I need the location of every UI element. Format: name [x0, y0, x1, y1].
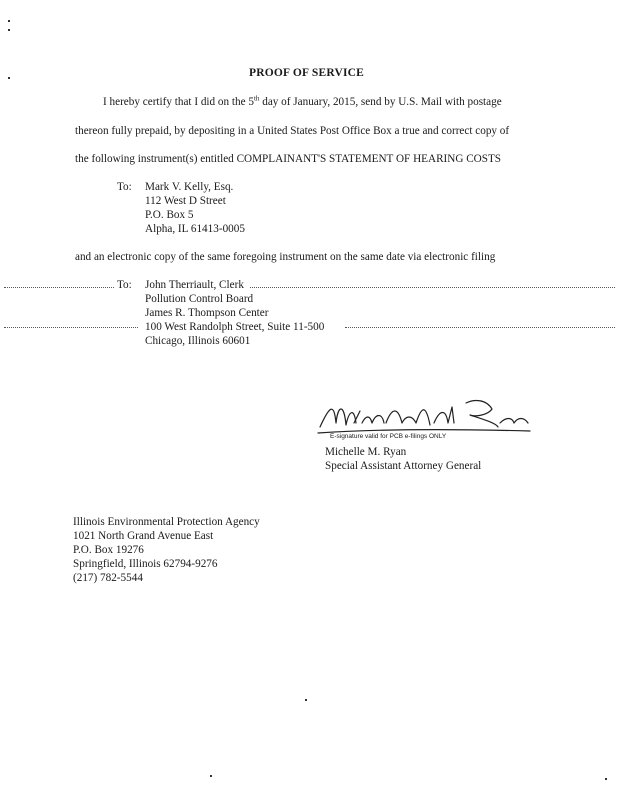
signer-role: Special Assistant Attorney General — [325, 460, 482, 472]
agency-line: P.O. Box 19276 — [73, 544, 144, 556]
electronic-recipient-line: 100 West Randolph Street, Suite 11-500 — [145, 321, 325, 333]
electronic-recipient-line: Pollution Control Board — [145, 293, 254, 305]
electronic-to-label: To: — [117, 279, 132, 291]
electronic-filing-line: and an electronic copy of the same foregoing instrument on the same date via electronic filing — [75, 251, 496, 263]
mail-recipient-line: 112 West D Street — [145, 195, 226, 207]
scan-speck — [8, 20, 10, 22]
certification-line-3: the following instrument(s) entitled COMPLAINANT'S STATEMENT OF HEARING COSTS — [75, 153, 502, 165]
certification-line-2: thereon fully prepaid, by depositing in a United States Post Office Box a true and correct copy of — [75, 125, 510, 137]
certification-line-1 — [103, 96, 502, 109]
scan-dotted-line — [345, 327, 615, 328]
scan-dotted-line — [250, 287, 615, 288]
scan-speck — [8, 29, 10, 31]
scan-speck — [605, 778, 607, 780]
mail-to-label: To: — [117, 181, 132, 193]
certification-line-1-suffix: day of January, 2015, send by U.S. Mail with postage — [259, 96, 502, 108]
electronic-recipient-line: Chicago, Illinois 60601 — [145, 335, 251, 347]
agency-line: Springfield, Illinois 62794-9276 — [73, 558, 218, 570]
mail-recipient-line: Alpha, IL 61413-0005 — [145, 223, 245, 235]
scan-speck — [8, 77, 10, 79]
mail-recipient-line: Mark V. Kelly, Esq. — [145, 181, 234, 193]
signer-name: Michelle M. Ryan — [325, 446, 407, 458]
scan-dotted-line — [4, 327, 138, 328]
agency-phone: (217) 782-5544 — [73, 572, 143, 584]
agency-line: 1021 North Grand Avenue East — [73, 530, 214, 542]
document-title: PROOF OF SERVICE — [249, 67, 365, 79]
agency-line: Illinois Environmental Protection Agency — [73, 516, 260, 528]
electronic-recipient-line: James R. Thompson Center — [145, 307, 269, 319]
scan-speck — [305, 699, 307, 701]
scan-dotted-line — [4, 287, 114, 288]
service-day-number: 5 — [248, 96, 254, 108]
e-signature-note: E-signature valid for PCB e-filings ONLY — [330, 433, 447, 440]
mail-recipient-line: P.O. Box 5 — [145, 209, 194, 221]
electronic-recipient-line: John Therriault, Clerk — [145, 279, 244, 291]
scan-speck — [210, 775, 212, 777]
service-day-suffix: th — [253, 94, 260, 103]
certification-line-1-prefix: I hereby certify that I did on the — [103, 96, 249, 108]
